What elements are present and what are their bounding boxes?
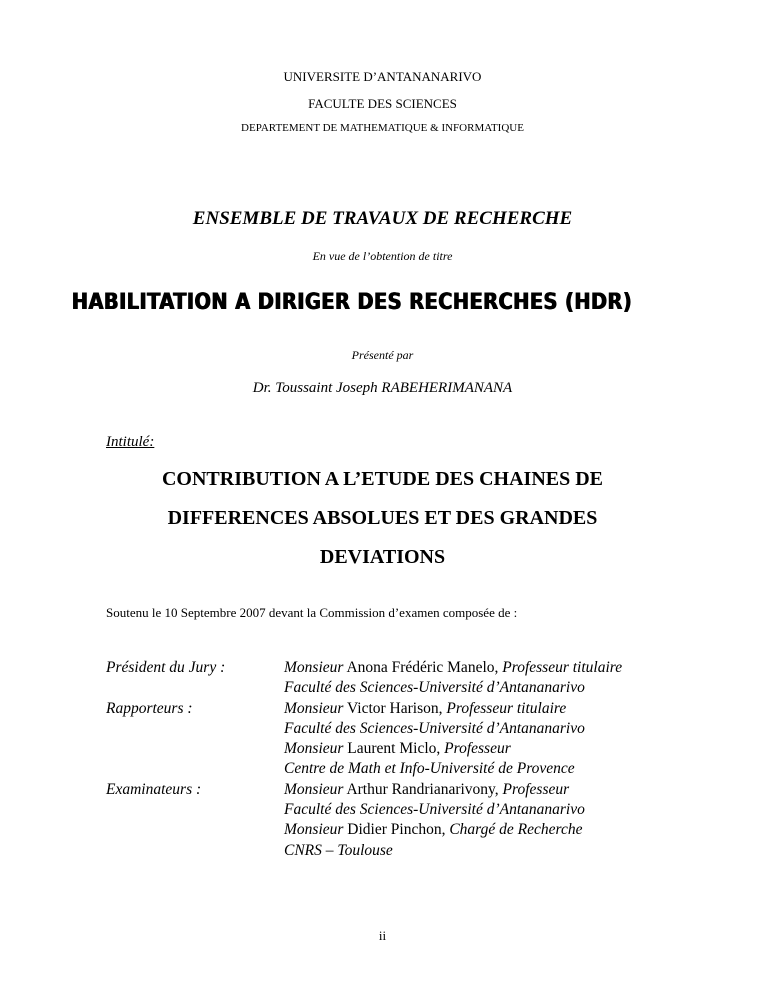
hdr-title: HABILITATION A DIRIGER DES RECHERCHES (HDR) — [71, 290, 633, 315]
member-honorific: Monsieur — [284, 821, 344, 839]
jury-row — [0, 678, 765, 698]
author-name: Dr. Toussaint Joseph RABEHERIMANANA — [252, 380, 513, 396]
jury-member — [284, 739, 511, 759]
jury-member — [284, 780, 569, 800]
jury-member — [284, 820, 582, 840]
page-number: ii — [378, 928, 387, 943]
member-name: Didier Pinchon, — [343, 821, 450, 839]
thesis-title-line-3: DEVIATIONS — [319, 546, 446, 568]
member-affiliation: Faculté des Sciences-Université d’Antananarivo — [284, 801, 585, 819]
member-honorific: Monsieur — [284, 740, 344, 758]
department-name: DEPARTEMENT DE MATHEMATIQUE & INFORMATIQUE — [241, 122, 524, 134]
member-name: Anona Frédéric Manelo, — [343, 659, 503, 676]
member-affiliation: CNRS – Toulouse — [284, 841, 393, 859]
member-title: Chargé de Recherche — [449, 821, 583, 839]
member-affiliation: Faculté des Sciences-Université d’Antananarivo — [284, 719, 585, 737]
rapporteurs-label: Rapporteurs : — [106, 699, 193, 717]
jury-member — [284, 699, 566, 719]
member-affiliation: Faculté des Sciences-Université d’Antananarivo — [284, 679, 585, 697]
member-title: Professeur — [444, 740, 511, 758]
university-name: UNIVERSITE D’ANTANANARIVO — [283, 69, 482, 84]
jury-row — [0, 759, 765, 779]
member-title: Professeur titulaire — [502, 659, 623, 676]
intitule-label: Intitulé: — [106, 434, 155, 450]
member-name: Laurent Miclo, — [343, 740, 445, 758]
en-vue-text: En vue de l’obtention de titre — [312, 249, 453, 263]
ensemble-heading: ENSEMBLE DE TRAVAUX DE RECHERCHE — [192, 208, 573, 229]
jury-list — [0, 658, 765, 861]
thesis-title — [0, 460, 765, 577]
jury-row — [0, 780, 765, 800]
thesis-title-line-1: CONTRIBUTION A L’ETUDE DES CHAINES DE — [161, 468, 604, 490]
jury-row — [0, 699, 765, 719]
member-name: Victor Harison, — [343, 699, 447, 717]
jury-row — [0, 719, 765, 739]
member-title: Professeur — [502, 780, 570, 798]
member-name: Arthur Randrianarivony, — [343, 780, 503, 798]
jury-row — [0, 739, 765, 759]
president-label: Président du Jury : — [106, 659, 226, 676]
presente-par: Présenté par — [351, 348, 414, 362]
member-affiliation: Centre de Math et Info-Université de Provence — [284, 760, 575, 778]
defense-statement: Soutenu le 10 Septembre 2007 devant la Commission d’examen composée de : — [106, 605, 518, 620]
jury-row — [0, 841, 765, 861]
examinateurs-label: Examinateurs : — [106, 780, 202, 798]
jury-member — [284, 658, 622, 678]
member-title: Professeur titulaire — [446, 699, 567, 717]
jury-row — [0, 658, 765, 678]
member-honorific: Monsieur — [284, 659, 344, 676]
member-honorific: Monsieur — [284, 699, 344, 717]
faculty-name: FACULTE DES SCIENCES — [308, 96, 457, 111]
jury-row — [0, 800, 765, 820]
member-honorific: Monsieur — [284, 780, 344, 798]
jury-row — [0, 820, 765, 840]
thesis-title-line-2: DIFFERENCES ABSOLUES ET DES GRANDES — [167, 507, 598, 529]
